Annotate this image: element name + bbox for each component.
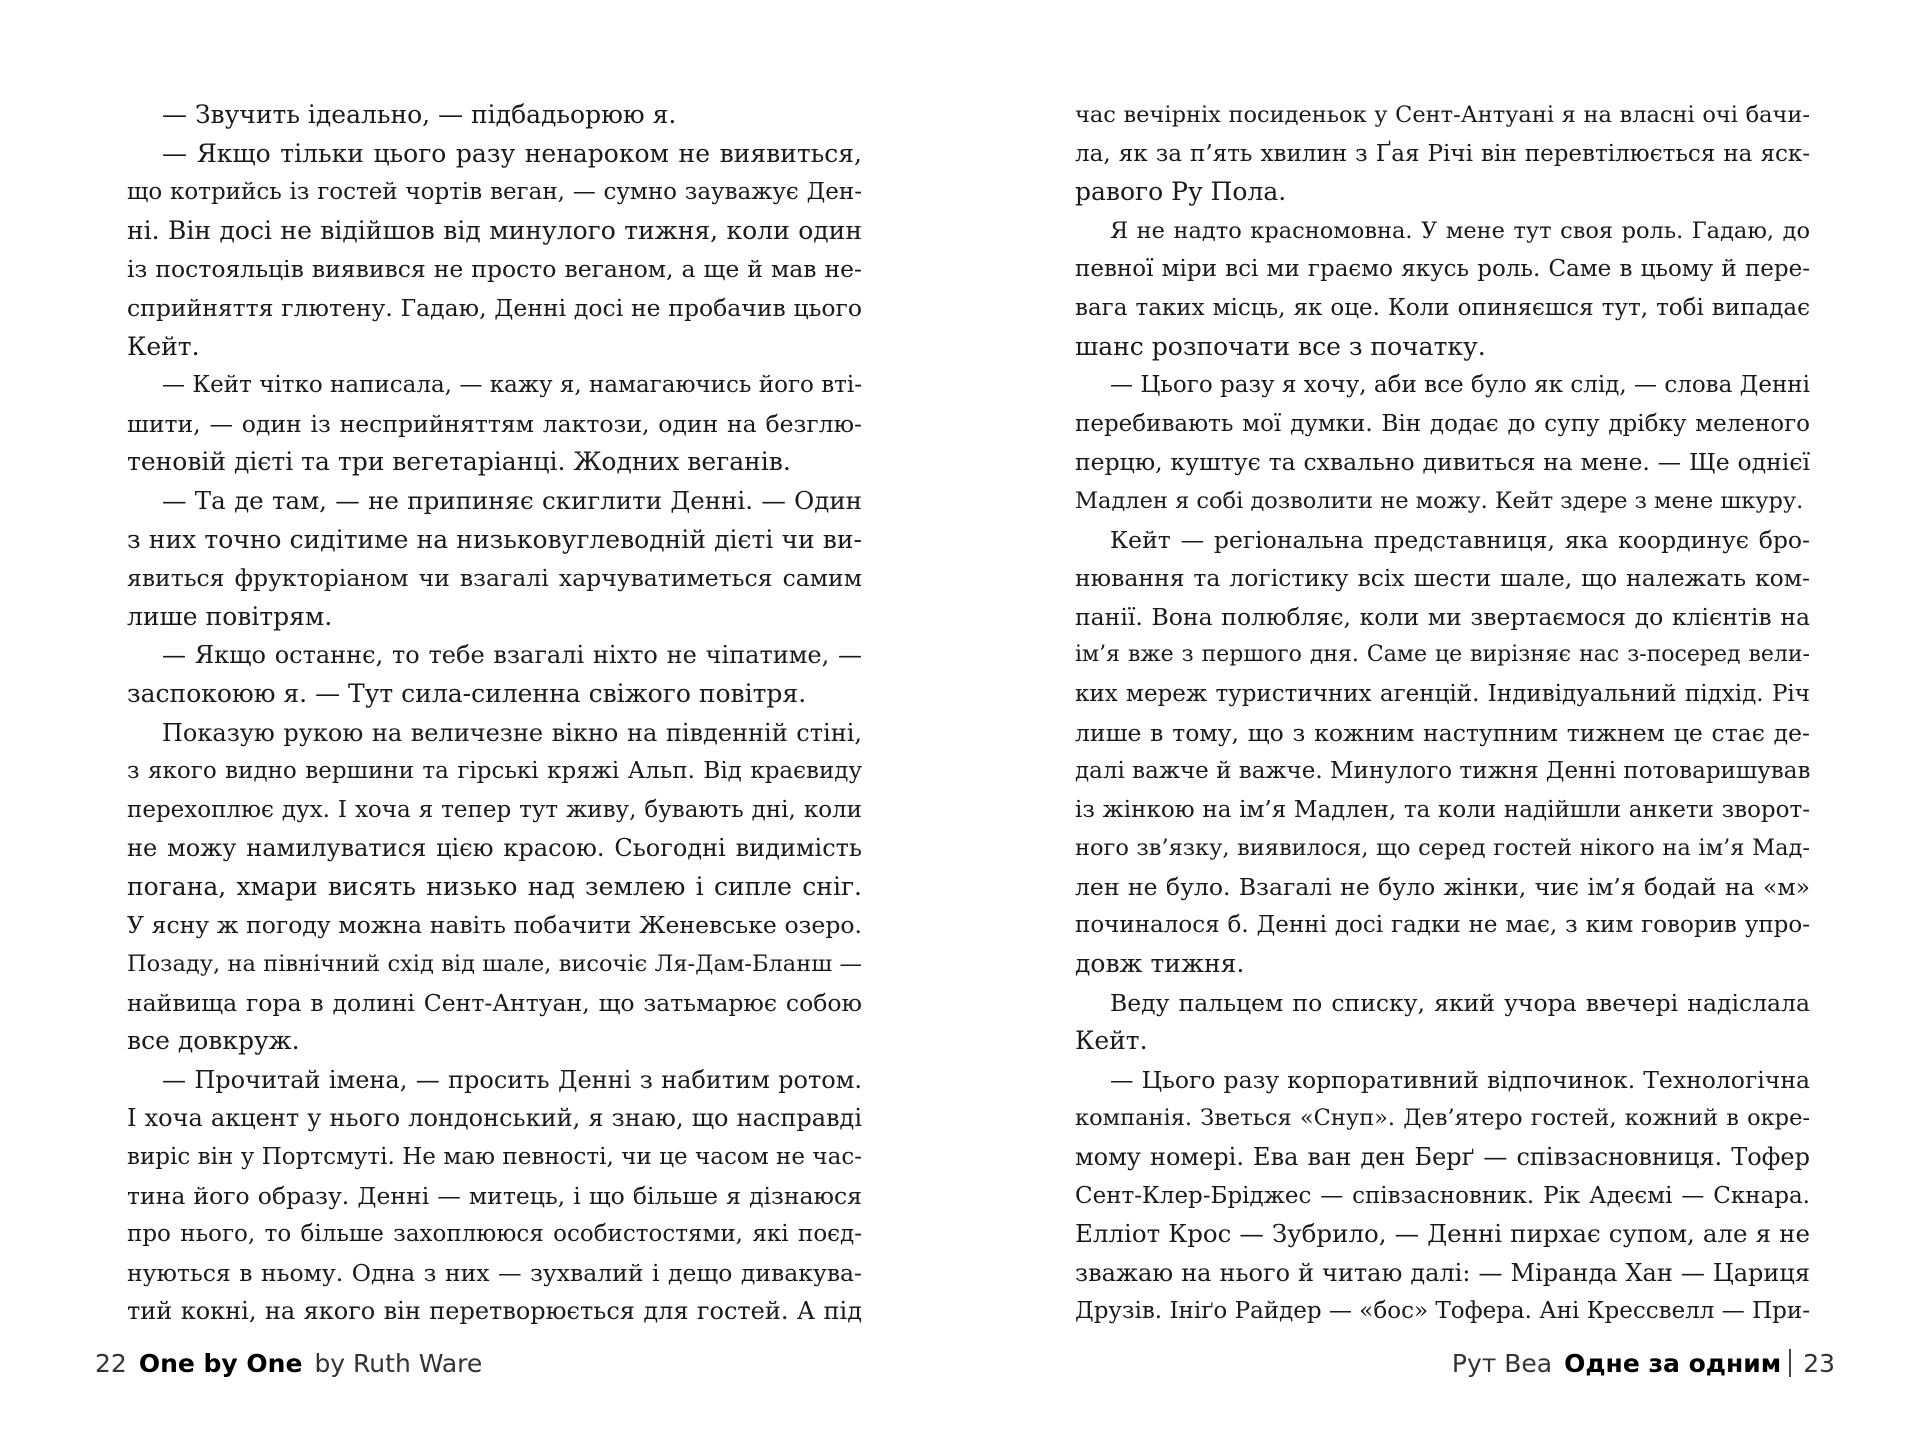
footer-divider xyxy=(1789,1349,1791,1377)
text-line: що котрийсь із гостей чортів веган, — сумно зауважує Ден- xyxy=(127,179,862,206)
text-line: Кейт — регіональна представниця, яка координує бро- xyxy=(1110,525,1810,554)
text-line: ла, як за п’ять хвилин з Ґая Річі він перевтілюється на яск- xyxy=(1075,140,1810,167)
text-line: із жінкою на ім’я Мадлен, та коли надійшли анкети зворот- xyxy=(1075,796,1810,823)
text-line: Мадлен я собі дозволити не можу. Кейт здере з мене шкуру. xyxy=(1075,487,1804,514)
text-line: Я не надто красномовна. У мене тут своя роль. Гадаю, до xyxy=(1110,217,1810,244)
text-line: ім’я вже з першого дня. Саме це вирізняє нас з-посеред вели- xyxy=(1075,642,1810,668)
text-line: — Цього разу я хочу, аби все було як слід, — слова Денні xyxy=(1110,372,1810,399)
text-line: явиться фрукторіаном чи взагалі харчуватиметься самим xyxy=(127,564,862,593)
text-line: — Якщо тільки цього разу ненароком не виявиться, xyxy=(162,138,862,168)
text-line: з якого видно вершини та гірські кряжі Альп. Від краєвиду xyxy=(127,758,862,785)
right-footer-title: Одне за одним xyxy=(1564,1348,1782,1378)
text-line: Кейт. xyxy=(1075,1026,1148,1056)
text-line: — Та де там, — не припиняє скиглити Денні. — Один xyxy=(162,485,862,515)
right-page-number: 23 xyxy=(1803,1348,1835,1378)
text-line: компанія. Зветься «Снуп». Дев’ятеро гостей, кожний в окре- xyxy=(1075,1105,1810,1132)
text-line: теновій дієті та три вегетаріанці. Жодних веганів. xyxy=(127,447,791,477)
text-line: нуються в ньому. Одна з них — зухвалий і дещо дивакува- xyxy=(127,1258,862,1287)
left-footer-title: One by One xyxy=(138,1348,303,1378)
text-line: шанс розпочати все з початку. xyxy=(1075,331,1486,361)
text-line: мому номері. Ева ван ден Берґ — співзасновниця. Тофер xyxy=(1075,1143,1810,1172)
text-line: панії. Вона полюбляє, коли ми звертаємося до клієнтів на xyxy=(1075,602,1810,631)
text-line: ні. Він досі не відійшов від минулого тижня, коли один xyxy=(127,215,862,245)
right-footer xyxy=(1452,1343,1835,1383)
text-line: з них точно сидітиме на низьковуглеводній дієті чи ви- xyxy=(127,524,862,554)
text-line: час вечірніх посиденьок у Сент-Антуані я на власні очі бачи- xyxy=(1075,102,1810,128)
text-line: не можу намилуватися цією красою. Сьогодні видимість xyxy=(127,834,862,863)
text-line: У ясну ж погоду можна навіть побачити Женевське озеро. xyxy=(127,911,862,940)
left-page-text xyxy=(127,96,862,1331)
text-line: із постояльців виявився не просто веганом, а ще й мав не- xyxy=(127,255,862,284)
text-line: сприйняття глютену. Гадаю, Денні досі не пробачив цього xyxy=(127,293,862,322)
text-line: ного зв’язку, виявилося, що серед гостей нікого на ім’я Мад- xyxy=(1075,835,1810,862)
text-line: зважаю на нього й читаю далі: — Міранда Хан — Цариця xyxy=(1075,1258,1810,1287)
text-line: далі важче й важче. Минулого тижня Денні потоваришував xyxy=(1075,758,1811,785)
text-line: Друзів. Ініґо Райдер — «бос» Тофера. Ані Крессвелл — При- xyxy=(1075,1298,1810,1325)
text-line: Елліот Крос — Зубрило, — Денні пирхає супом, але я не xyxy=(1075,1219,1810,1249)
text-line: шити, — один із несприйняттям лактози, один на безглю- xyxy=(127,409,862,438)
left-page xyxy=(127,96,862,1331)
right-footer-byline: Рут Веа xyxy=(1451,1348,1553,1378)
text-line: все довкруж. xyxy=(127,1026,300,1056)
text-line: певної міри всі ми граємо якусь роль. Саме в цьому й пере- xyxy=(1075,256,1810,283)
text-line: І хоча акцент у нього лондонський, я знаю, що насправді xyxy=(127,1104,862,1133)
text-line: — Цього разу корпоративний відпочинок. Технологічна xyxy=(1110,1065,1810,1094)
text-line: починалося б. Денні досі гадки не має, з ким говорив упро- xyxy=(1075,912,1810,939)
text-line: заспокоюю я. — Тут сила-силенна свіжого повітря. xyxy=(127,678,807,708)
text-line: про нього, то більше захоплююся особистостями, які поєд- xyxy=(127,1221,862,1248)
text-line: Сент-Клер-Бріджес — співзасновник. Рік Адеємі — Скнара. xyxy=(1075,1182,1810,1209)
text-line: найвища гора в долині Сент-Антуан, що затьмарює собою xyxy=(127,988,862,1017)
text-line: — Звучить ідеально, — підбадьорюю я. xyxy=(162,100,677,129)
text-line: — Прочитай імена, — просить Денні з набитим ротом. xyxy=(162,1065,862,1094)
right-page xyxy=(1075,96,1810,1331)
text-line: перебивають мої думки. Він додає до супу дрібку меленого xyxy=(1075,410,1810,437)
text-line: — Кейт чітко написала, — кажу я, намагаючись його вті- xyxy=(162,372,862,399)
text-line: Показую рукою на величезне вікно на південній стіні, xyxy=(162,718,862,747)
text-line: тий кокні, на якого він перетворюється для гостей. А під xyxy=(127,1297,862,1326)
text-line: тина його образу. Денні — митець, і що більше я дізнаюся xyxy=(127,1181,862,1210)
left-footer xyxy=(95,1343,482,1383)
text-line: вага таких місць, як оце. Коли опиняєшся тут, тобі випадає xyxy=(1075,294,1810,321)
text-line: лен не було. Взагалі не було жінки, чиє ім’я бодай на «м» xyxy=(1075,872,1810,901)
left-page-number: 22 xyxy=(95,1348,127,1378)
text-line: Кейт. xyxy=(127,331,200,361)
text-line: виріс він у Портсмуті. Не маю певності, чи це часом не час- xyxy=(127,1144,862,1171)
text-line: — Якщо останнє, то тебе взагалі ніхто не чіпатиме, — xyxy=(162,641,862,670)
text-line: перехоплює дух. І хоча я тепер тут живу, бувають дні, коли xyxy=(127,796,862,823)
right-page-text xyxy=(1075,96,1810,1331)
text-line: лише повітрям. xyxy=(127,601,333,631)
text-line: равого Ру Пола. xyxy=(1075,177,1287,207)
text-line: перцю, куштує та схвально дивиться на мене. — Ще однієї xyxy=(1075,448,1810,477)
text-line: погана, хмари висять низько над землею і сипле сніг. xyxy=(127,871,862,901)
text-line: довж тижня. xyxy=(1075,949,1245,979)
text-line: Веду пальцем по списку, який учора ввечері надіслала xyxy=(1110,988,1810,1017)
text-line: ких мереж туристичних агенцій. Індивідуальний підхід. Річ xyxy=(1075,680,1810,707)
text-line: лише в тому, що з кожним наступним тижнем це стає де- xyxy=(1075,718,1810,747)
text-line: Позаду, на північний схід від шале, височіє Ля-Дам-Бланш — xyxy=(127,951,862,978)
left-footer-byline: by Ruth Ware xyxy=(314,1348,483,1378)
text-line: нювання та логістику всіх шести шале, що належать ком- xyxy=(1075,564,1810,593)
